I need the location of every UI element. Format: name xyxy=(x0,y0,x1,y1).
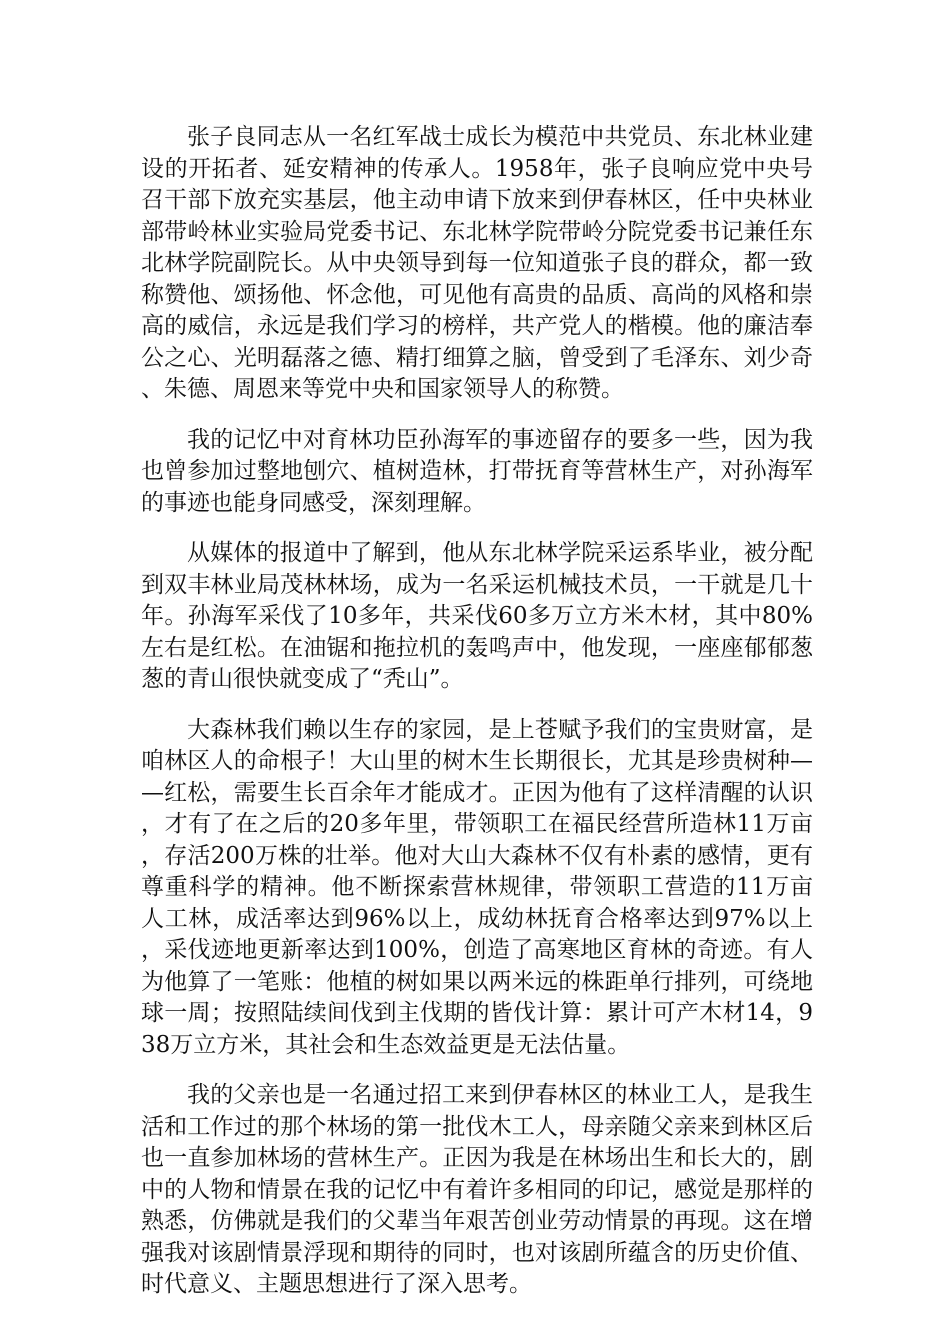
article-body xyxy=(141,122,813,1320)
paragraph-father-memory: 我的父亲也是一名通过招工来到伊春林区的林业工人，是我生活和工作过的那个林场的第一批伐木工人，母亲随父亲来到林区后也一直参加林场的营林生产。正因为我是在林场出生和长大的，剧中的人物和情景在我的记忆中有着许多相同的印记，感觉是那样的熟悉，仿佛就是我们的父辈当年艰苦创业劳动情景的再现。这在增强我对该剧情景浮现和期待的同时，也对该剧所蕴含的历史价值、时代意义、主题思想进行了深入思考。 xyxy=(141,1082,813,1297)
paragraph-forest-home: 大森林我们赖以生存的家园，是上苍赋予我们的宝贵财富，是咱林区人的命根子！大山里的树木生长期很长，尤其是珍贵树种——红松，需要生长百余年才能成才。正因为他有了这样清醒的认识，才有了在之后的20多年里，带领职工在福民经营所造林11万亩，存活200万株的壮举。他对大山大森林不仅有朴素的感情，更有尊重科学的精神。他不断探索营林规律，带领职工营造的11万亩人工林，成活率达到96%以上，成幼林抚育合格率达到97%以上，采伐迹地更新率达到100%，创造了高寒地区育林的奇迹。有人为他算了一笔账：他植的树如果以两米远的株距单行排列，可绕地球一周；按照陆续间伐到主伐期的皆伐计算：累计可产木材14，938万立方米，其社会和生态效益更是无法估量。 xyxy=(141,716,813,1058)
paragraph-zhang-ziliang: 张子良同志从一名红军战士成长为模范中共党员、东北林业建设的开拓者、延安精神的传承人。1958年，张子良响应党中央号召干部下放充实基层，他主动申请下放来到伊春林区，任中央林业部带岭林业实验局党委书记、东北林学院带岭分院党委书记兼任东北林学院副院长。从中央领导到每一位知道张子良的群众，都一致称赞他、颂扬他、怀念他，可见他有高贵的品质、高尚的风格和崇高的威信，永远是我们学习的榜样，共产党人的楷模。他的廉洁奉公之心、光明磊落之德、精打细算之脑，曾受到了毛泽东、刘少奇、朱德、周恩来等党中央和国家领导人的称赞。 xyxy=(141,124,813,402)
paragraph-sun-haijun-intro: 我的记忆中对育林功臣孙海军的事迹留存的要多一些，因为我也曾参加过整地刨穴、植树造林，打带抚育等营林生产，对孙海军的事迹也能身同感受，深刻理解。 xyxy=(141,426,813,516)
paragraph-media-report: 从媒体的报道中了解到，他从东北林学院采运系毕业，被分配到双丰林业局茂林林场，成为一名采运机械技术员，一干就是几十年。孙海军采伐了10多年，共采伐60多万立方米木材，其中80%左右是红松。在油锯和拖拉机的轰鸣声中，他发现，一座座郁郁葱葱的青山很快就变成了“秃山”。 xyxy=(141,540,813,692)
